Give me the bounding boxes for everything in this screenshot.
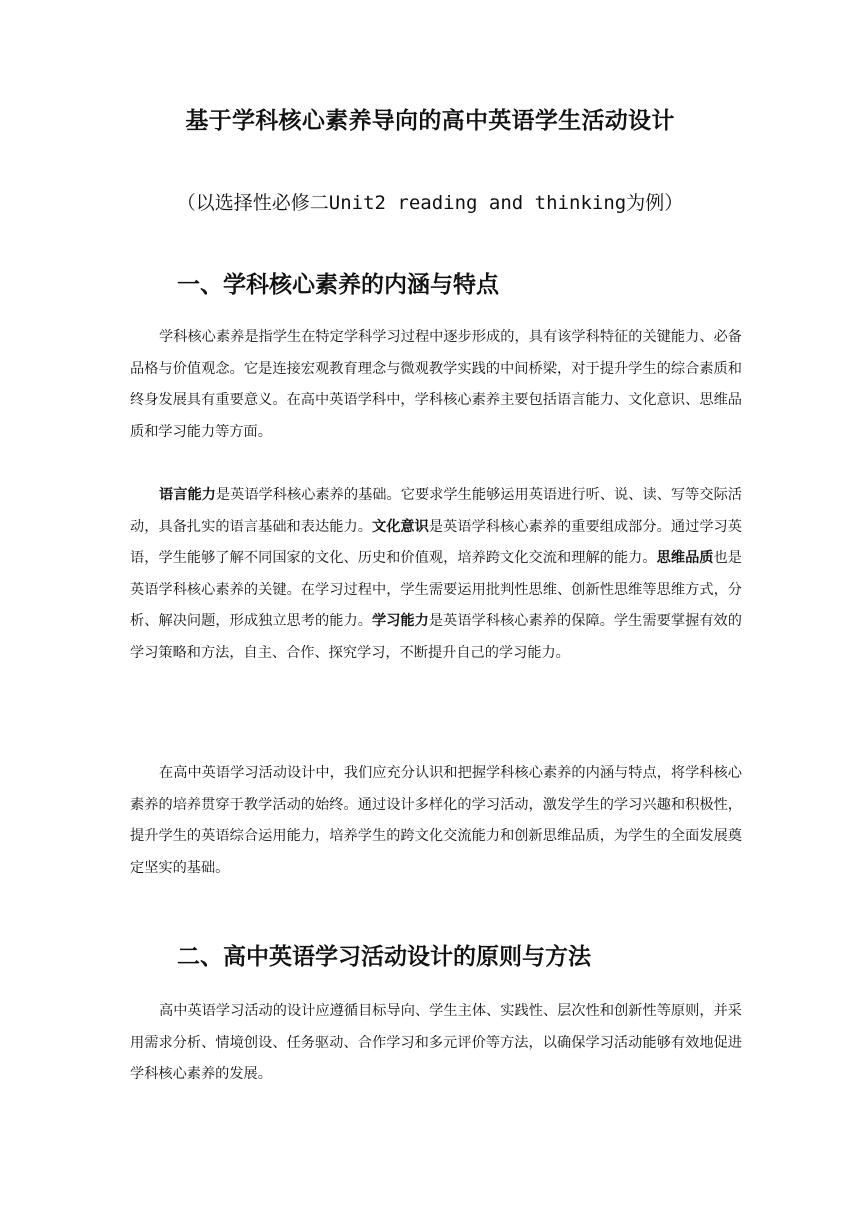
paragraph-design-principles: 高中英语学习活动的设计应遵循目标导向、学生主体、实践性、层次性和创新性等原则，并采用需求分析、情境创设、任务驱动、合作学习和多元评价等方法，以确保学习活动能够有效地促进学科核心素养的发展。 xyxy=(130,1003,742,1082)
paragraph-text-segment: 是英语学科核心素养的保障。学生需要掌握有效的学习策略和方法，自主、合作、探究学习，不断提升自己的学习能力。 xyxy=(130,613,742,661)
term-cultural-awareness: 文化意识 xyxy=(371,518,429,535)
document-title: 基于学科核心素养导向的高中英语学生活动设计 xyxy=(185,108,675,134)
paragraph-text-segment: 也是英语学科核心素养的关键。在学习过程中，学生需要运用批判性思维、创新性思维等思维方式，分析、解决问题，形成独立思考的能力。 xyxy=(130,550,742,629)
paragraph-activity-design-summary: 在高中英语学习活动设计中，我们应充分认识和把握学科核心素养的内涵与特点，将学科核心素养的培养贯穿于教学活动的始终。通过设计多样化的学习活动，激发学生的学习兴趣和积极性，提升学生的英语综合运用能力，培养学生的跨文化交流能力和创新思维品质，为学生的全面发展奠定坚实的基础。 xyxy=(130,765,742,876)
section-heading-1: 一、学科核心素养的内涵与特点 xyxy=(177,272,499,298)
paragraph-text-segment: 是英语学科核心素养的重要组成部分。通过学习英语，学生能够了解不同国家的文化、历史和价值观，培养跨文化交流和理解的能力。 xyxy=(130,518,742,566)
paragraph-text-segment: 是英语学科核心素养的基础。它要求学生能够运用英语进行听、说、读、写等交际活动，具备扎实的语言基础和表达能力。 xyxy=(130,487,742,535)
term-thinking-quality: 思维品质 xyxy=(656,550,714,566)
paragraph-core-literacy-definition: 学科核心素养是指学生在特定学科学习过程中逐步形成的，具有该学科特征的关键能力、必备品格与价值观念。它是连接宏观教育理念与微观教学实践的中间桥梁，对于提升学生的综合素质和终身发展具有重要意义。在高中英语学科中，学科核心素养主要包括语言能力、文化意识、思维品质和学习能力等方面。 xyxy=(130,329,742,440)
paragraph-core-literacy-components xyxy=(130,480,742,669)
term-language-ability: 语言能力 xyxy=(159,487,216,503)
document-subtitle: （以选择性必修二Unit2 reading and thinking为例） xyxy=(176,192,684,214)
term-learning-ability: 学习能力 xyxy=(371,613,429,629)
section-heading-2: 二、高中英语学习活动设计的原则与方法 xyxy=(177,944,591,970)
